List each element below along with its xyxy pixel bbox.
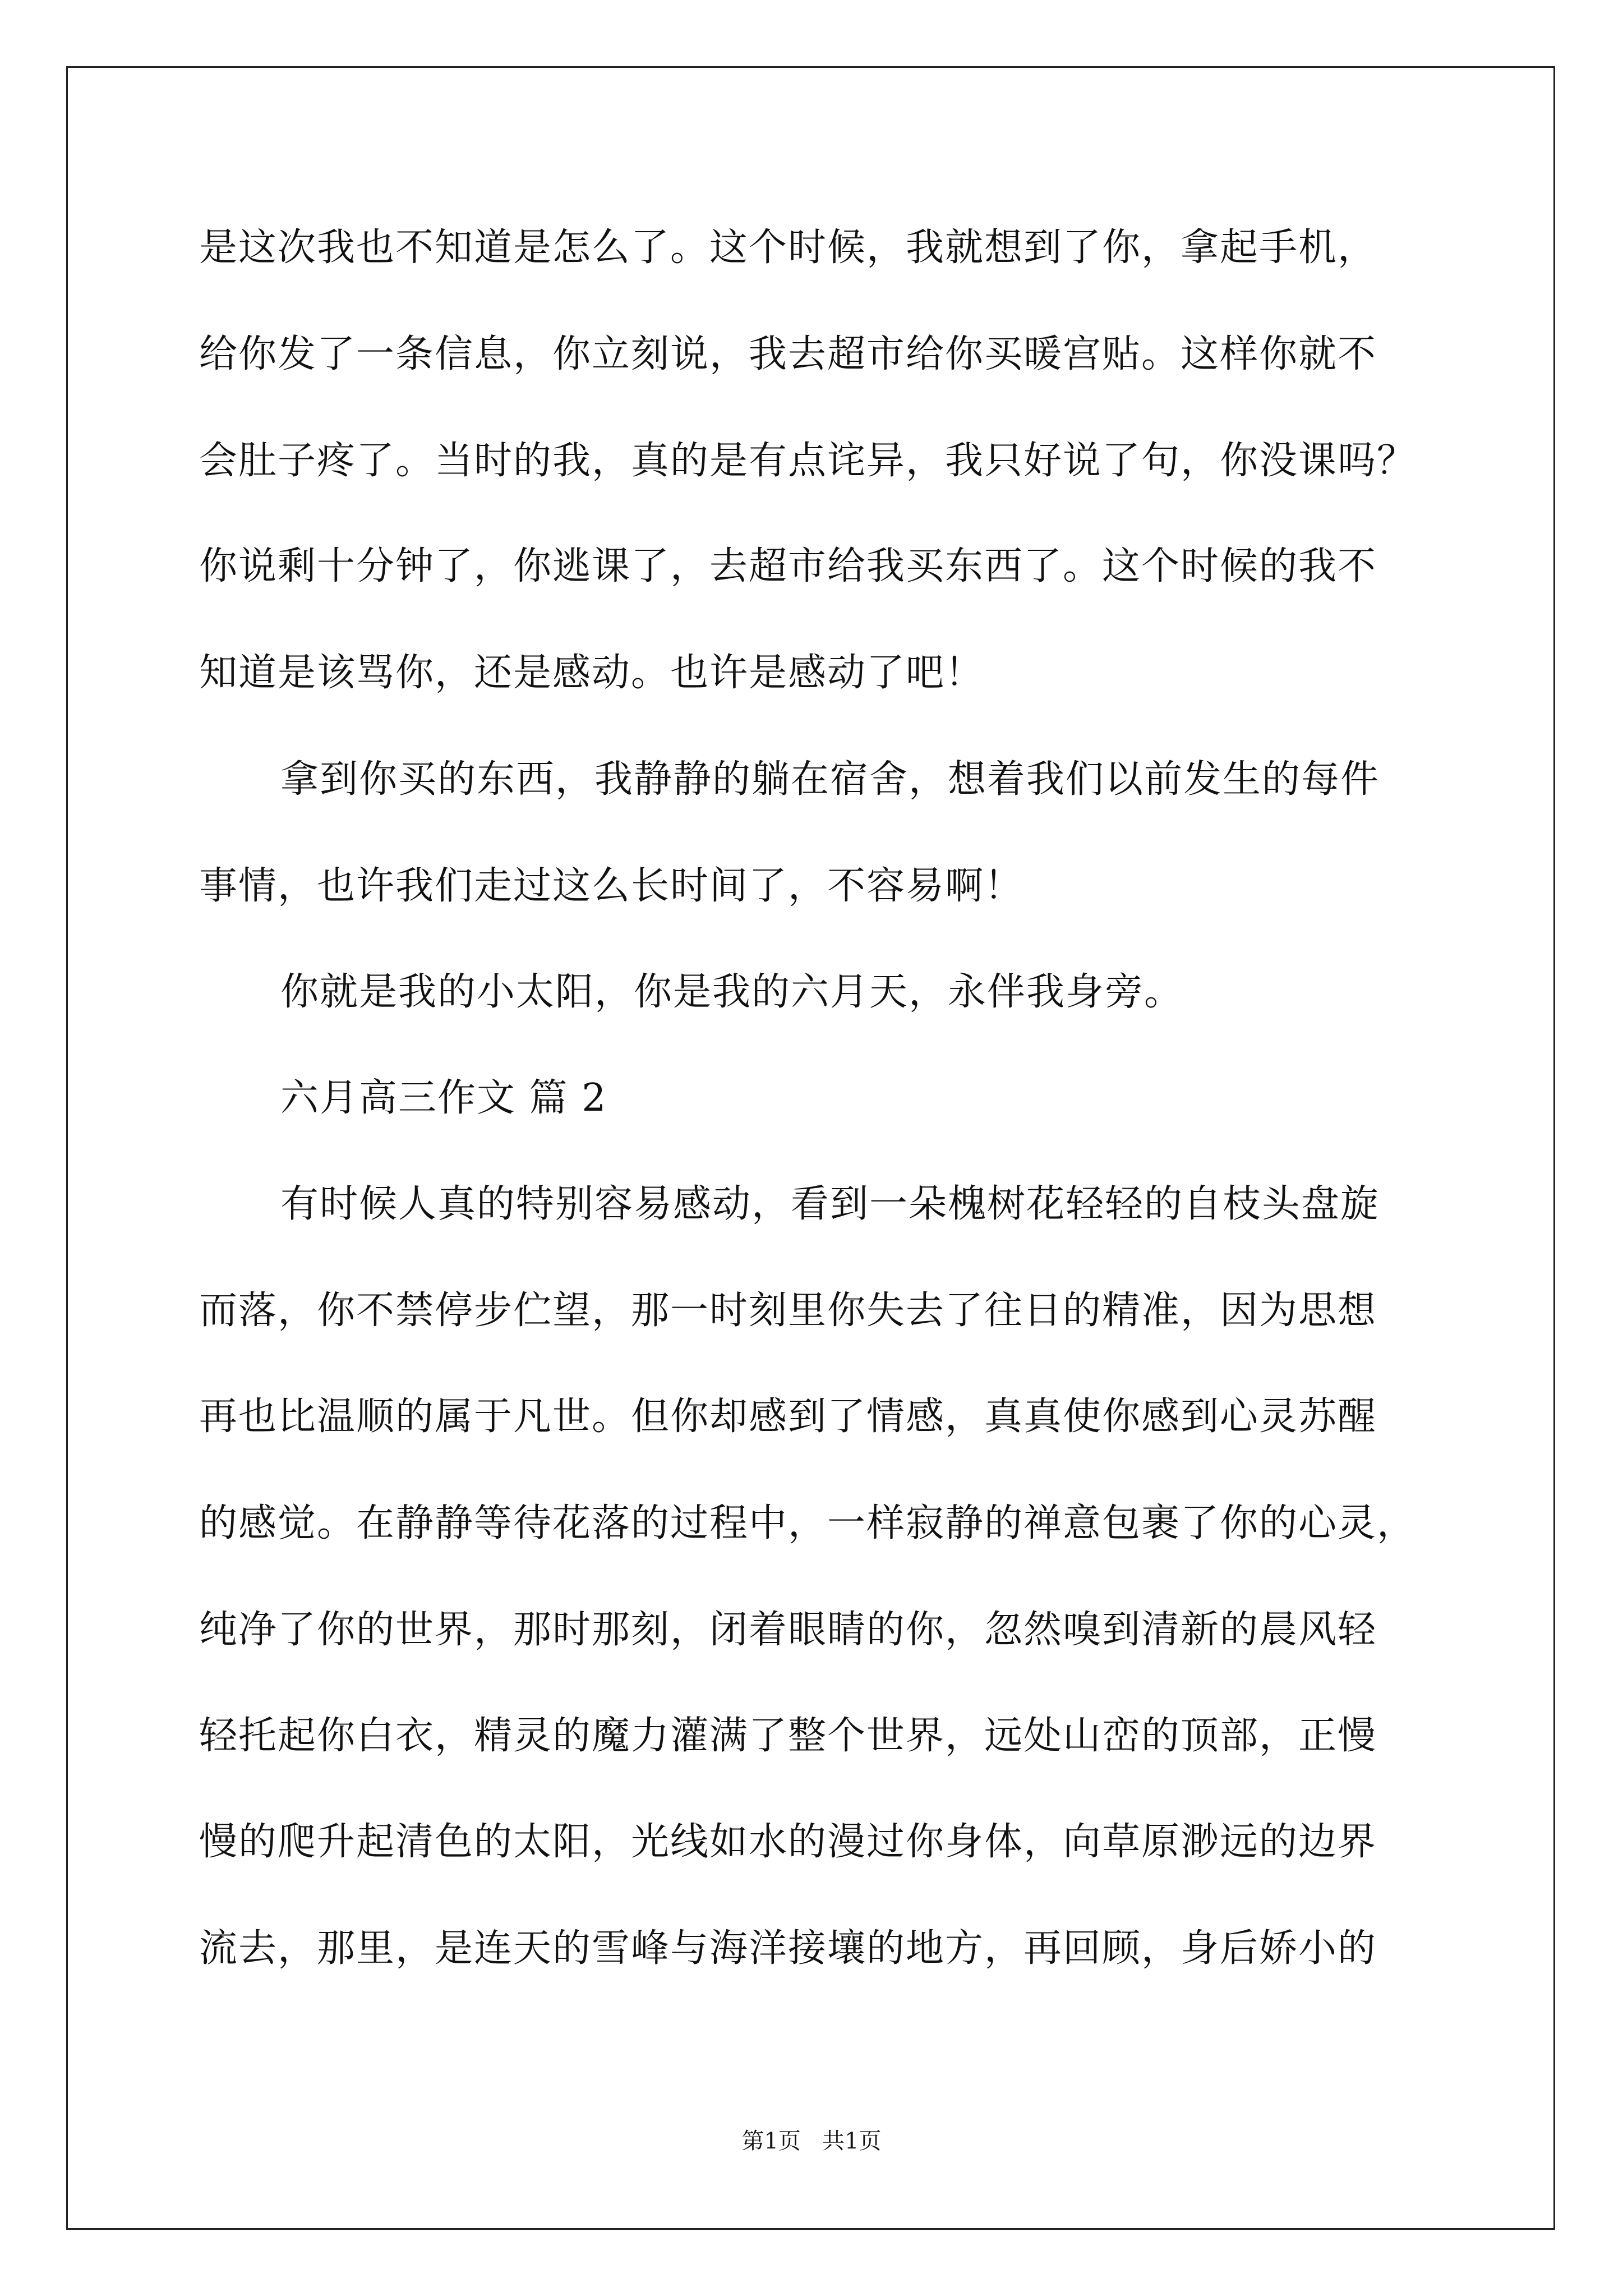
paragraph-start-line: 拿到你买的东西，我静静的躺在宿舍，想着我们以前发生的每件: [280, 757, 1380, 802]
page-footer: 第1页 共1页: [741, 2128, 882, 2154]
text-line: 纯净了你的世界，那时那刻，闭着眼睛的你，忽然嗅到清新的晨风轻: [199, 1608, 1377, 1652]
text-line: 而落，你不禁停步伫望，那一时刻里你失去了往日的精准，因为思想: [199, 1289, 1377, 1333]
text-line: 轻托起你白衣，精灵的魔力灌满了整个世界，远处山峦的顶部，正慢: [199, 1714, 1377, 1758]
text-line: 知道是该骂你，还是感动。也许是感动了吧！: [199, 651, 985, 695]
text-line: 是这次我也不知道是怎么了。这个时候，我就想到了你，拿起手机，: [199, 226, 1377, 270]
paragraph-start-line: 有时候人真的特别容易感动，看到一朵槐树花轻轻的自枝头盘旋: [280, 1182, 1380, 1226]
text-line: 给你发了一条信息，你立刻说，我去超市给你买暖宫贴。这样你就不: [199, 332, 1377, 376]
text-line: 慢的爬升起清色的太阳，光线如水的漫过你身体，向草原渺远的边界: [199, 1820, 1377, 1864]
text-line: 事情，也许我们走过这么长时间了，不容易啊！: [199, 864, 1024, 908]
text-line: 流去，那里，是连天的雪峰与海洋接壤的地方，再回顾，身后娇小的: [199, 1926, 1377, 1971]
text-line: 的感觉。在静静等待花落的过程中，一样寂静的禅意包裹了你的心灵，: [199, 1501, 1417, 1545]
paragraph-start-line: 你就是我的小太阳，你是我的六月天，永伴我身旁。: [280, 970, 1184, 1014]
section-heading: 六月高三作文 篇 2: [280, 1076, 607, 1120]
text-line: 再也比温顺的属于凡世。但你却感到了情感，真真使你感到心灵苏醒: [199, 1395, 1377, 1439]
text-line: 你说剩十分钟了，你逃课了，去超市给我买东西了。这个时候的我不: [199, 544, 1377, 588]
page-border: [66, 66, 1555, 2230]
text-line: 会肚子疼了。当时的我，真的是有点诧异，我只好说了句，你没课吗？: [199, 439, 1417, 483]
